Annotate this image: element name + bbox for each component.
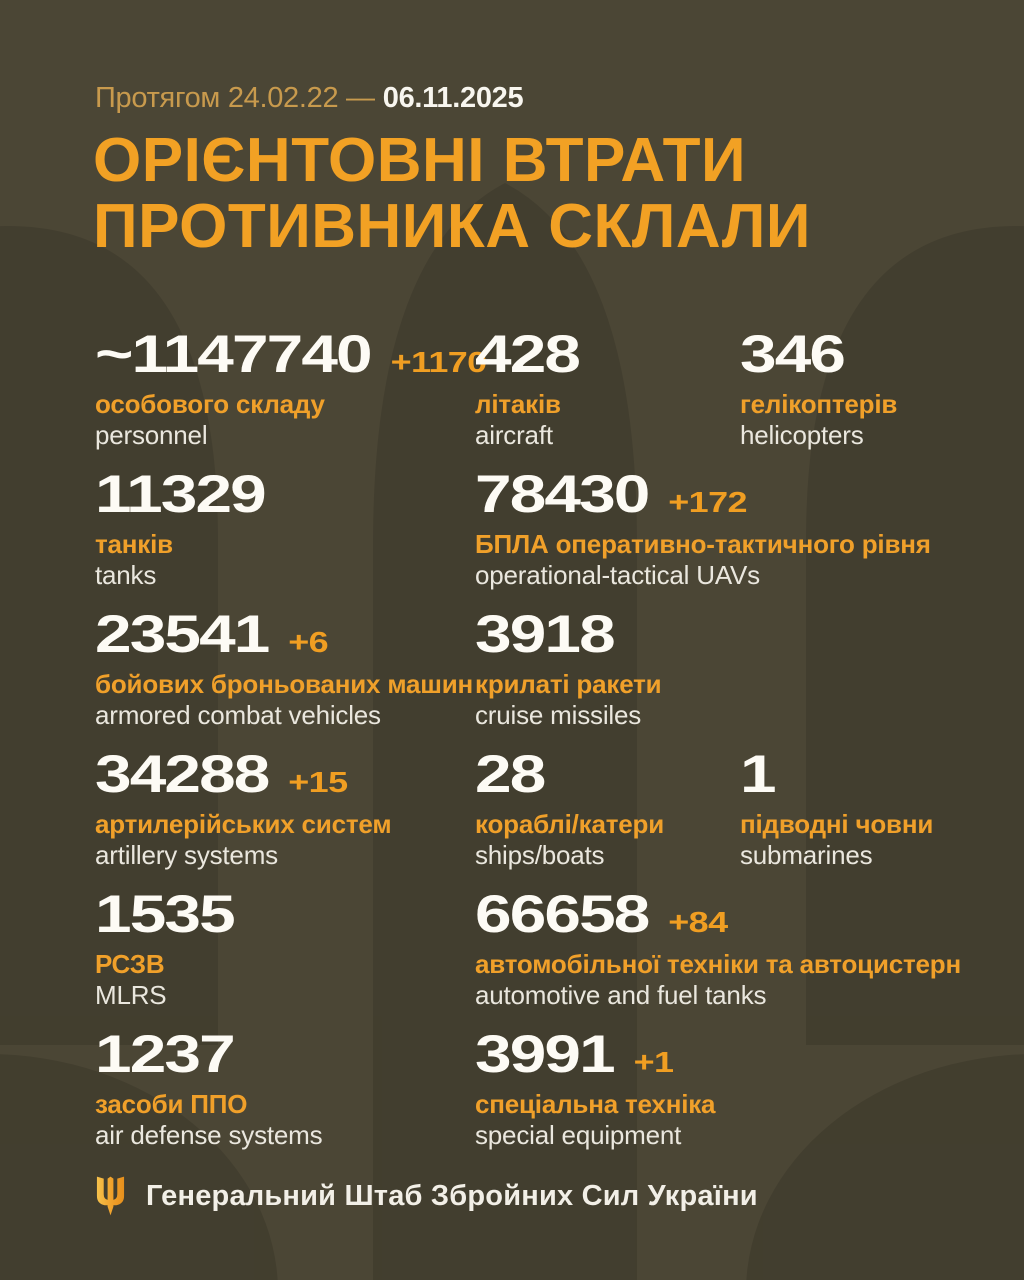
stat-value: 1535 bbox=[95, 885, 234, 944]
stat-value: 28 bbox=[475, 745, 545, 804]
stat-value: 1 bbox=[740, 745, 775, 804]
stat-delta: +84 bbox=[668, 907, 728, 939]
stat-delta: +1170 bbox=[390, 347, 487, 379]
stat-label-en: aircraft bbox=[475, 420, 553, 450]
stat-delta: +6 bbox=[288, 627, 329, 659]
stat-label-uk: підводні човни bbox=[740, 809, 934, 839]
stat-value: 34288 bbox=[95, 745, 269, 804]
stat-label-en: ships/boats bbox=[475, 840, 605, 870]
stat-label-en: armored combat vehicles bbox=[95, 700, 381, 730]
stat-label-en: tanks bbox=[95, 560, 157, 590]
stat-delta: +1 bbox=[633, 1047, 674, 1079]
stat-automotive bbox=[475, 885, 961, 1010]
stat-air-defense bbox=[95, 1025, 323, 1150]
stat-ships bbox=[475, 745, 665, 870]
stat-label-en: operational-tactical UAVs bbox=[475, 560, 760, 590]
tryzub-icon bbox=[95, 1176, 126, 1216]
period-prefix: Протягом 24.02.22 — bbox=[95, 82, 375, 114]
stat-cruise-missiles bbox=[475, 605, 662, 730]
stat-armored-vehicles bbox=[95, 605, 474, 730]
stat-label-uk: бойових броньованих машин bbox=[95, 669, 474, 699]
stat-label-uk: кораблі/катери bbox=[475, 809, 665, 839]
stat-label-en: artillery systems bbox=[95, 840, 278, 870]
stat-value: ~1147740 bbox=[95, 325, 371, 384]
stat-aircraft bbox=[475, 325, 580, 450]
stat-artillery bbox=[95, 745, 392, 870]
stat-label-en: automotive and fuel tanks bbox=[475, 980, 767, 1010]
title-line-1: ОРІЄНТОВНІ ВТРАТИ bbox=[93, 126, 747, 195]
stat-helicopters bbox=[740, 325, 898, 450]
stat-value: 11329 bbox=[95, 465, 265, 524]
stat-value: 3991 bbox=[475, 1025, 614, 1084]
stat-label-uk: БПЛА оперативно-тактичного рівня bbox=[475, 529, 931, 559]
stat-label-uk: літаків bbox=[475, 389, 561, 419]
stat-label-uk: засоби ППО bbox=[95, 1089, 248, 1119]
stat-value: 23541 bbox=[95, 605, 269, 664]
stat-label-uk: гелікоптерів bbox=[740, 389, 898, 419]
stat-value: 66658 bbox=[475, 885, 649, 944]
stat-value: 3918 bbox=[475, 605, 614, 664]
stat-tanks bbox=[95, 465, 265, 590]
stat-label-uk: спеціальна техніка bbox=[475, 1089, 716, 1119]
report-period bbox=[95, 82, 523, 115]
stat-label-en: cruise missiles bbox=[475, 700, 642, 730]
stat-label-en: MLRS bbox=[95, 980, 167, 1010]
stat-label-uk: крилаті ракети bbox=[475, 669, 662, 699]
stat-value: 1237 bbox=[95, 1025, 234, 1084]
stat-delta: +172 bbox=[668, 487, 747, 519]
footer bbox=[95, 1176, 758, 1216]
stat-label-en: air defense systems bbox=[95, 1120, 323, 1150]
report-date: 06.11.2025 bbox=[382, 82, 524, 114]
page-title bbox=[93, 128, 811, 260]
stat-uavs bbox=[475, 465, 931, 590]
stat-label-uk: автомобільної техніки та автоцистерн bbox=[475, 949, 961, 979]
stat-label-uk: РСЗВ bbox=[95, 949, 165, 979]
stat-mlrs bbox=[95, 885, 234, 1010]
stat-submarines bbox=[740, 745, 934, 870]
stat-label-uk: артилерійських систем bbox=[95, 809, 392, 839]
stat-label-en: special equipment bbox=[475, 1120, 682, 1150]
stat-label-en: helicopters bbox=[740, 420, 864, 450]
stat-label-en: personnel bbox=[95, 420, 208, 450]
title-line-2: ПРОТИВНИКА СКЛАЛИ bbox=[93, 192, 811, 261]
stat-label-en: submarines bbox=[740, 840, 873, 870]
stat-personnel bbox=[95, 325, 487, 450]
stat-value: 346 bbox=[740, 325, 845, 384]
stat-value: 78430 bbox=[475, 465, 649, 524]
stat-delta: +15 bbox=[288, 767, 348, 799]
stat-label-uk: танків bbox=[95, 529, 173, 559]
stat-label-uk: особового складу bbox=[95, 389, 325, 419]
stat-value: 428 bbox=[475, 325, 580, 384]
stat-special-equipment bbox=[475, 1025, 716, 1150]
footer-org-name: Генеральний Штаб Збройних Сил України bbox=[146, 1179, 758, 1212]
